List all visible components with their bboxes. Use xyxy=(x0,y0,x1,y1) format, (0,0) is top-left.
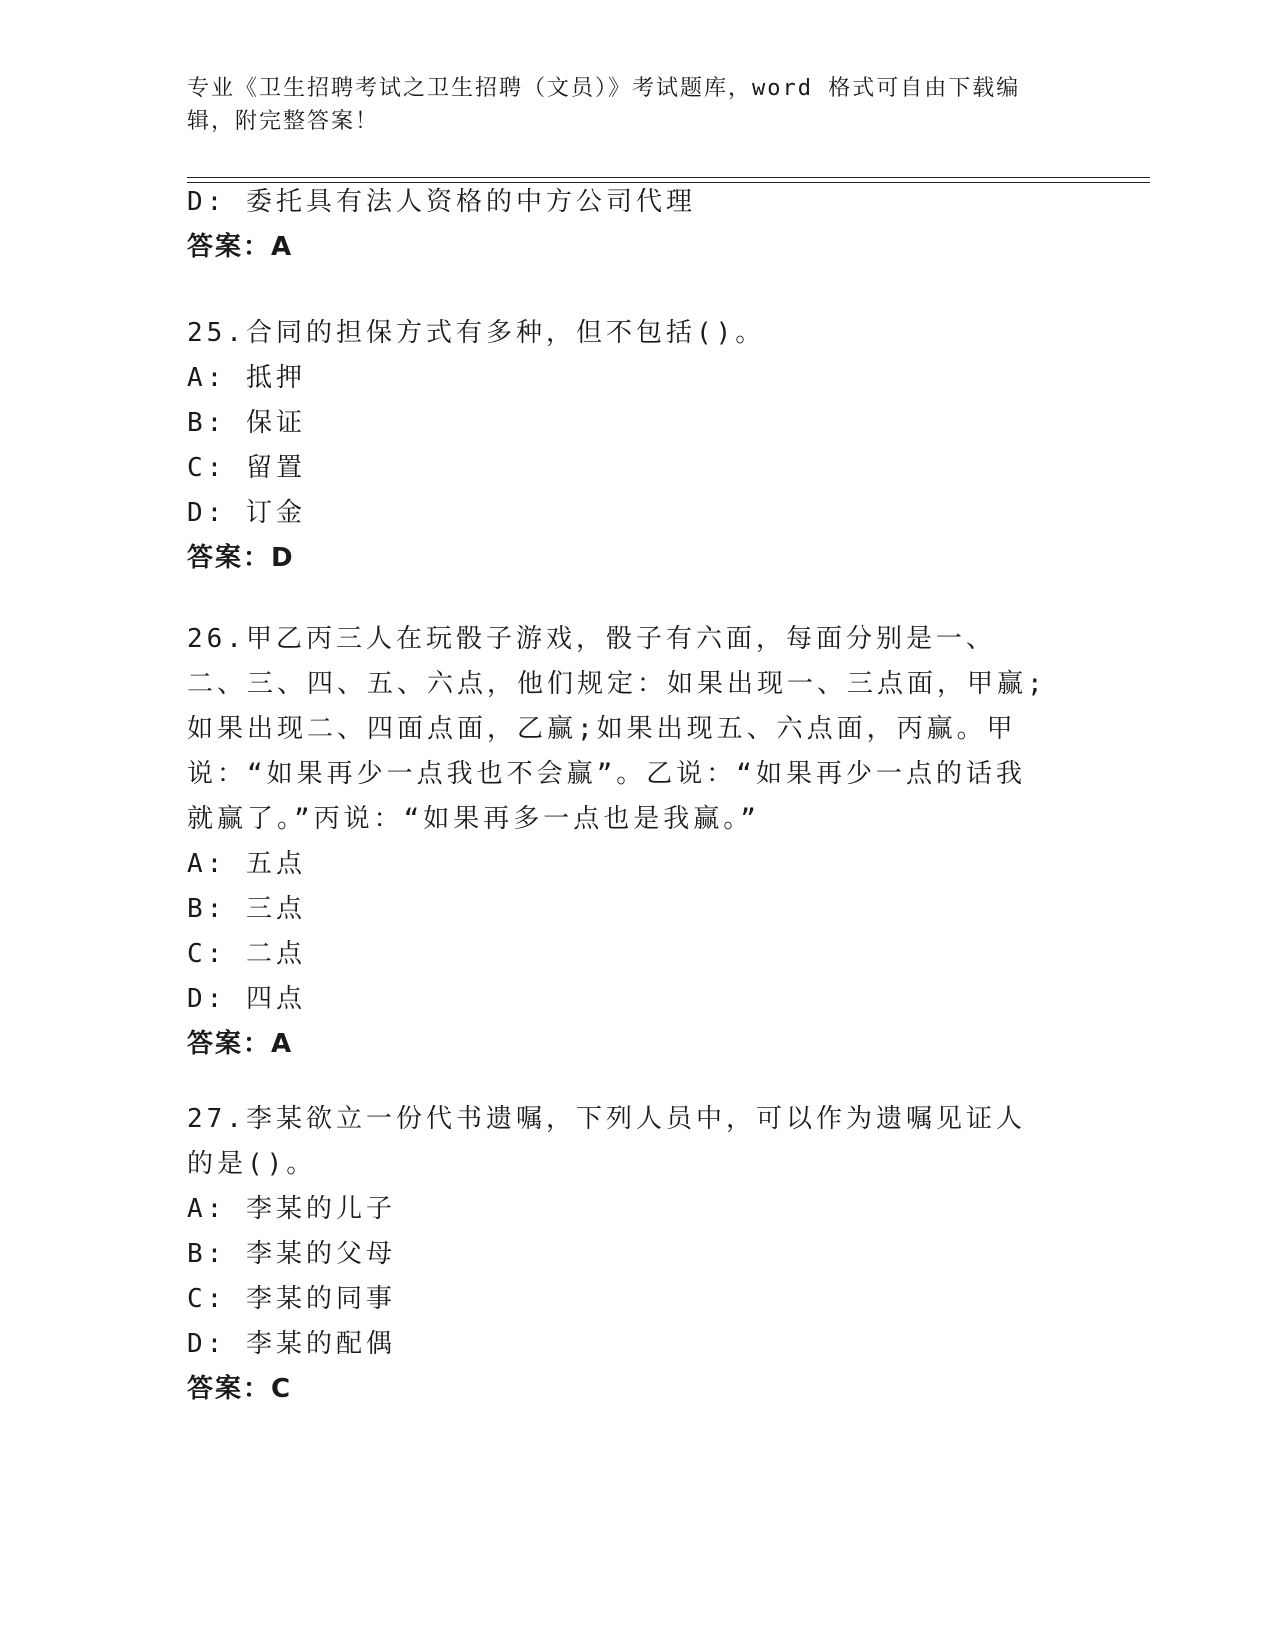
option-b: B: 三点 xyxy=(187,894,306,924)
option-c: C: 二点 xyxy=(187,939,306,969)
question-26 xyxy=(187,617,1047,1067)
option-b: B: 李某的父母 xyxy=(187,1239,396,1269)
question-stem: 27.李某欲立一份代书遗嘱，下列人员中，可以作为遗嘱见证人的是()。 xyxy=(187,1104,1026,1179)
document-header: 专业《卫生招聘考试之卫生招聘（文员）》考试题库，word 格式可自由下载编辑，附完整答案！ xyxy=(187,76,1021,134)
answer-line: 答案：D xyxy=(187,543,295,573)
option-d: D: 四点 xyxy=(187,984,306,1014)
question-stem: 26.甲乙丙三人在玩骰子游戏，骰子有六面，每面分别是一、二、三、四、五、六点，他们规定：如果出现一、三点面，甲赢;如果出现二、四面点面，乙赢;如果出现五、六点面，丙赢。甲说：“如果再少一点我也不会赢”。乙说：“如果再少一点的话我就赢了。”丙说：“如果再多一点也是我赢。” xyxy=(187,624,1047,834)
option-a: A: 抵押 xyxy=(187,363,306,393)
option-c: C: 留置 xyxy=(187,453,306,483)
header-divider-top xyxy=(187,177,1150,178)
previous-question-tail xyxy=(187,180,1067,270)
answer-line: 答案：A xyxy=(187,232,294,262)
option-b: B: 保证 xyxy=(187,408,306,438)
question-25 xyxy=(187,311,1067,581)
option-d: D: 订金 xyxy=(187,498,306,528)
option-a: A: 李某的儿子 xyxy=(187,1194,396,1224)
option-c: C: 李某的同事 xyxy=(187,1284,396,1314)
option-d: D: 委托具有法人资格的中方公司代理 xyxy=(187,187,696,217)
option-a: A: 五点 xyxy=(187,849,306,879)
question-stem: 25.合同的担保方式有多种，但不包括()。 xyxy=(187,318,766,348)
answer-line: 答案：A xyxy=(187,1029,294,1059)
option-d: D: 李某的配偶 xyxy=(187,1329,396,1359)
question-27 xyxy=(187,1097,1047,1412)
answer-line: 答案：C xyxy=(187,1374,293,1404)
